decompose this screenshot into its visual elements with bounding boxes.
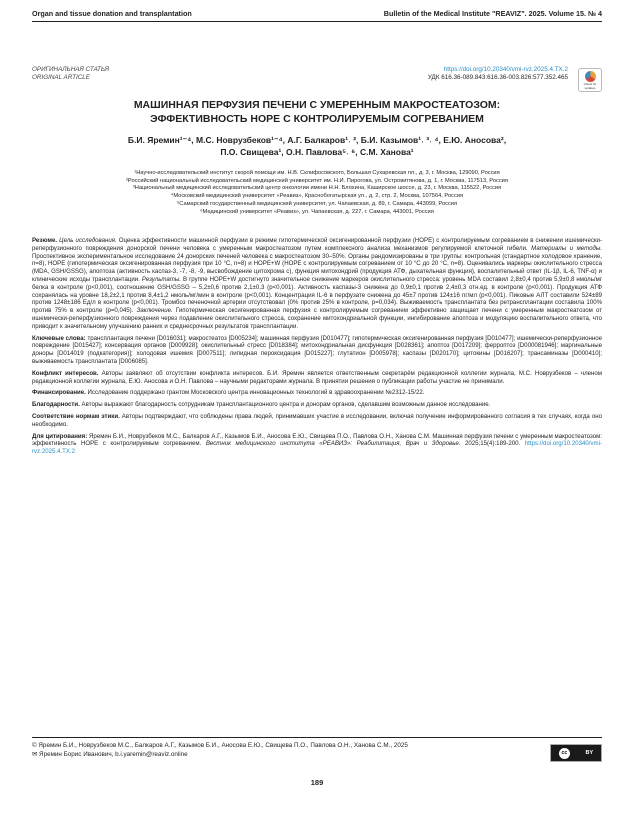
citation-doi-link[interactable]: https://doi.org/10.20340/vmi-rvz.2025.4.TX.2	[32, 440, 602, 456]
conclusion-label: Заключение.	[136, 307, 173, 315]
funding	[32, 389, 602, 397]
conflict-text: Авторы заявляют об отсутствии конфликта интересов. Б.И. Яремин является ответственным секретарём редакционной коллегии журнала, М.С. Новрузбеков – членом редакционной коллегии журнала, Е.Ю. Аносова и О.Н. Павлова – научными редакторами журнала. В принятии решения о публикации работы участие не принимали.	[32, 369, 602, 385]
aim-label: Цель исследования.	[59, 237, 117, 244]
header-divider	[32, 21, 602, 22]
methods-label: Материалы и методы.	[531, 244, 603, 252]
udc-code: УДК 616.36-089.843:616.36-003.826:577.352.465	[427, 74, 568, 81]
title-line-1: МАШИННАЯ ПЕРФУЗИЯ ПЕЧЕНИ С УМЕРЕННЫМ МАКРОСТЕАТОЗОМ:	[133, 99, 501, 111]
affiliation-5: ⁵Самарский государственный медицинский университет, ул. Чапаевская, д. 89, г. Самара, 443099, Россия	[176, 200, 458, 207]
article-meta	[32, 58, 602, 98]
contact-line	[32, 751, 408, 760]
thanks-text: Авторы выражают благодарность сотрудникам трансплантационного центра и донорам органов, сделавшим возможным данное исследование.	[79, 401, 491, 409]
citation-label: Для цитирования:	[32, 432, 88, 440]
envelope-icon: ✉	[32, 750, 38, 758]
affiliation-1: ¹Научно-исследовательский институт скорой помощи им. Н.В. Склифосовского, Большая Сухаревская пл., д. 3, г. Москва, 129090, Россия	[134, 170, 500, 176]
footer	[32, 742, 408, 760]
authors-line-2: П.О. Свищева¹, О.Н. Павлова⁵˒ ⁶, С.М. Ханова¹	[220, 147, 414, 157]
authors-line-1: Б.И. Яремин¹⁻⁴, М.С. Новрузбеков¹⁻⁴, А.Г. Балкаров¹˒ ², Б.И. Казымов¹˒ ³˒ ⁴, Е.Ю. Аносова²,	[127, 135, 507, 145]
affiliation-2: ²Российский национальный исследовательский медицинский университет им. Н.И. Пирогова, ул. Островитянова, д. 1, г. Москва, 117513, Россия	[126, 177, 508, 184]
citation-text: Яремин Б.И., Новрузбеков М.С., Балкаров А.Г., Казымов Б.И., Аносова Е.Ю., Свищева П.О., Павлова О.Н., Ханова С.М. Машинная перфузия печени с умеренным макростеатозом: эффективность HOPE с контролируемым согреванием.	[32, 432, 602, 448]
article-type-ru: ОРИГИНАЛЬНАЯ СТАТЬЯ	[32, 66, 109, 73]
article-front-matter	[32, 237, 602, 460]
ethics-text: Авторы подтверждают, что соблюдены права людей, принимавших участие в исследовании, включая получение информированного согласия в тех случаях, когда оно необходимо.	[32, 412, 602, 428]
keywords-label: Ключевые слова:	[32, 334, 86, 342]
journal-volume-info: Bulletin of the Medical Institute "REAVIZ". 2025. Volume 15. № 4	[383, 9, 602, 18]
citation-journal: Вестник медицинского института «РЕАВИЗ»: Реабилитация, Врач и Здоровье.	[205, 440, 461, 448]
abstract-label: Резюме.	[32, 237, 58, 244]
funding-text: Исследование поддержано грантом Московского центра инновационных технологий в здравоохранении №2312-15/22.	[85, 389, 425, 397]
citation	[32, 433, 602, 456]
citation-pages: 2025;15(4):189-200.	[460, 440, 525, 448]
conflict-label: Конфликт интересов.	[32, 369, 99, 377]
doi-link[interactable]: https://doi.org/10.20340/vmi-rvz.2025.4.TX.2	[443, 66, 568, 73]
article-type-en: ORIGINAL ARTICLE	[32, 74, 90, 81]
results-text: В группе HOPE+W достигнуто значительное снижение маркеров окислительного стресса: уровень MDA составил 2,8±0,4 против 5,9±0,8 нмоль/мг белка в контроле (p<0,001), соотношение GSH/GSSG – 5,2±0,6 против 2,1±0,3 (p<0,001). Активность каспазы-3 снижена до 0,9±0,1 против 2,4±0,3 отн.ед. в контроле (p<0,001). Продукция АТФ сохранялась на уровне 18,2±2,1 против 8,4±1,2 нмоль/мг/мин в контроле (p<0,001). Концентрация IL-6 в перфузате снижена до 45±7 против 124±16 пг/мл (p<0,001). Пиковые АЛТ составили 524±89 против 1248±186 Ед/л в контроле (p<0,001). Тромбоз печеночной артерии отсутствовал (0% против 25% в контроле, p=0,034). Выживаемость трансплантата без ретрансплантации составила 100% против 75% в контроле (p=0,045).	[32, 275, 602, 315]
journal-section-title: Organ and tissue donation and transplantation	[32, 9, 192, 18]
article-type	[32, 66, 109, 82]
license-label: BY	[585, 750, 594, 756]
aim-text: Оценка эффективности машинной перфузии в режиме гипотермической оксигенированной перфузии (HOPE) с контролируемым согреванием в снижении ишемически-реперфузионного повреждения донорской печени человека с умеренным макростеатозом путем комплексного анализа механизмов регулируемой клеточной гибели.	[32, 237, 602, 252]
article-identifiers	[428, 66, 568, 82]
cc-icon: cc	[559, 748, 570, 759]
ethics-label: Соответствие нормам этики.	[32, 412, 120, 420]
page-number: 189	[310, 778, 324, 787]
keywords	[32, 335, 602, 366]
check-for-updates-badge[interactable]	[578, 68, 602, 92]
title-line-2: ЭФФЕКТИВНОСТЬ HOPE С КОНТРОЛИРУЕМЫМ СОГРЕВАНИЕМ	[150, 113, 484, 125]
results-label: Результаты.	[141, 275, 182, 283]
contact-email[interactable]: Яремин Борис Иванович, b.i.yaremin@reaviz.online	[39, 750, 188, 758]
funding-label: Финансирование.	[32, 389, 86, 397]
copyright-line: © Яремин Б.И., Новрузбеков М.С., Балкаров А.Г., Казымов Б.И., Аносова Е.Ю., Свищева П.О., Павлова О.Н., Ханова С.М., 2025	[32, 742, 408, 749]
keywords-text: трансплантация печени [D016031]; макростеатоз [D005234]; машинная перфузия [D010477]; гипотермическая оксигенированная перфузия [D010477]; ишемически-реперфузионное повреждение [D015427]; консервация органов [D009928]; окислительный стресс [D018384]; митохондриальная дисфункция [D028361]; апоптоз [D017209]; ферроптоз [D000081946]; маргинальные доноры [D014019 (подкатегория)]; холодовая ишемия [D007511]; липидная пероксидация [D015227]; глутатион [D005978]; каспазы [D020170]; цитокины [D016207]; трансаминазы [D000410]; выживаемость трансплантата [D006085].	[32, 334, 603, 365]
affiliation-6: ⁶Медицинский университет «Реавиз», ул. Чапаевская, д. 227, г. Самара, 443001, Россия	[200, 208, 434, 215]
conflict-of-interest	[32, 370, 602, 386]
crossmark-icon	[585, 71, 596, 82]
thanks-label: Благодарности.	[32, 401, 80, 409]
affiliation-4: ⁴Московский медицинский университет «Реавиз», Краснобогатырская ул., д. 2, стр. 2, Москва, 107564, Россия	[170, 193, 464, 200]
abstract	[32, 237, 602, 331]
ethics-statement	[32, 413, 602, 429]
footer-divider	[32, 737, 602, 738]
methods-text: Проспективное экспериментальное исследование 24 донорских печеней человека с макростеатозом 30–50%. Органы рандомизированы в три группы: контрольная (стандартное холодовое хранение, n=8), HOPE (гипотермическая оксигенированная перфузия при 10 °C, n=8) и HOPE+W (HOPE с контролируемым согреванием от 10 °C до 20 °C, n=8). Оценивались маркеры окислительного стресса (MDA, GSH/GSSG), апоптоза (активность каспаз-3, -7, -8, -9, высвобождение цитохрома c), функция митохондрий (продукция АТФ, дыхательная функция), воспалительный ответ (IL-1β, IL-6, TNF-α) и клинические исходы трансплантации.	[32, 252, 602, 283]
cc-license-badge[interactable]	[550, 744, 602, 762]
affiliations	[32, 170, 602, 216]
author-list	[32, 134, 602, 158]
conclusion-text: Гипотермическая оксигенированная перфузия с контролируемым согреванием эффективно защищает печени с умеренным макростеатозом от ишемически-реперфузионного повреждения через подавление окислительного стресса, сохранение митохондриальной функции, ингибирование апоптоза и модуляцию воспалительного ответа, что приводит к значительному улучшению ранних и среднесрочных результатов трансплантации.	[32, 307, 603, 330]
acknowledgements	[32, 401, 602, 409]
affiliation-3: ³Национальный медицинский исследовательский центр онкологии имени Н.Н. Блохина, Каширское шоссе, д. 23, г. Москва, 115522, Россия	[132, 185, 502, 192]
article-title	[32, 98, 602, 126]
badge-label: Check for updates	[583, 82, 597, 90]
